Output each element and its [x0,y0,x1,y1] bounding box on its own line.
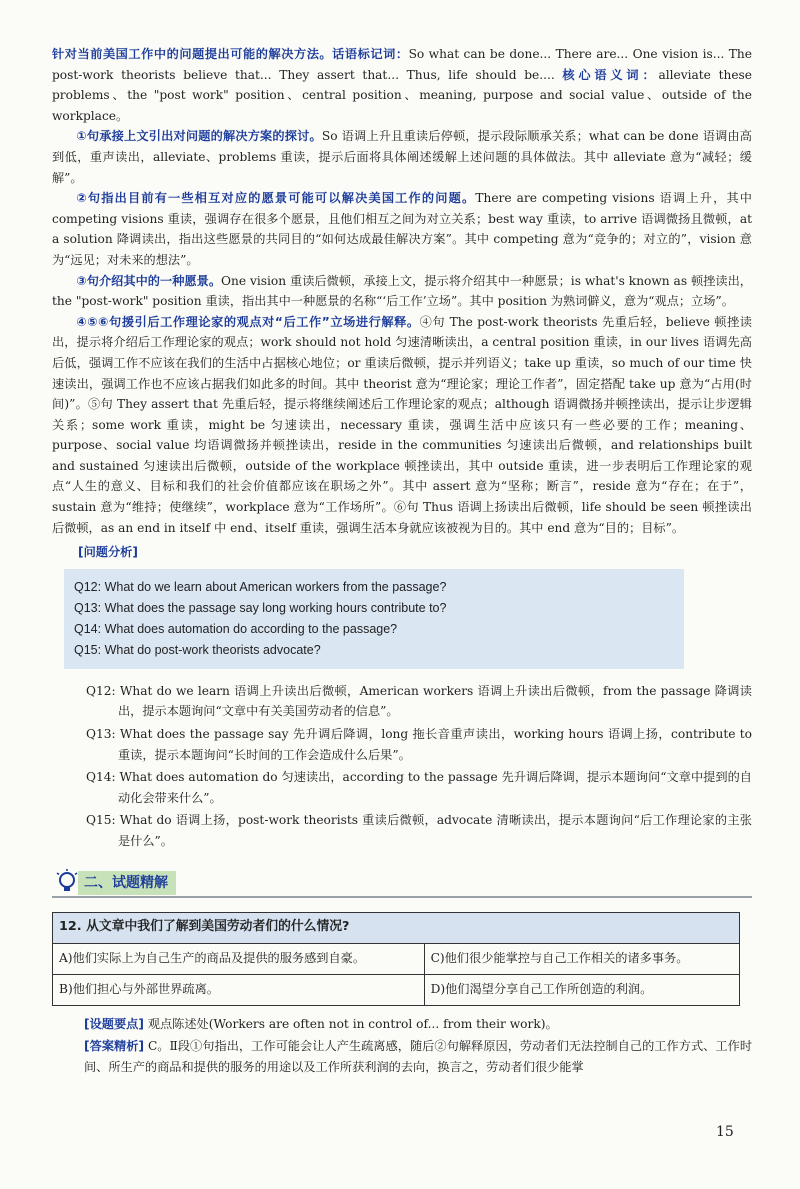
question-q12: Q12: What do we learn about American workers from the passage? [74,579,447,594]
intro-paragraph [52,44,752,126]
section-header [52,868,752,898]
answer-q12: Q12: What do we learn 语调上升读出后微顿，American workers 语调上升读出后微顿，from the passage 降调读出，提示本题询问“文章中有关美国劳动者的信息”。 [86,683,752,719]
intro-highlight: 针对当前美国工作中的问题提出可能的解决方法。话语标记词： [52,47,409,61]
page-number: 15 [716,1124,734,1140]
sentence2-highlight: ②句指出目前有一些相互对应的愿景可能可以解决美国工作的问题。 [76,191,476,206]
intro-label: 核心语义词： [562,67,659,82]
question-q15: Q15: What do post-work theorists advocate? [74,642,321,657]
intro-text-a: So what can be done... There are... One vision is... The post-work theorists believe that... They assert that... Thus, life should be.... [52,47,752,82]
answer-q13: Q13: What does the passage say 先升调后降调，long 拖长音重声读出，working hours 语调上扬，contribute to 重读，提示本题询问“长时间的工作会造成什么后果”。 [86,727,752,762]
answer-analysis [84,1036,752,1077]
sentence3-highlight: ③句介绍其中的一种愿景。 [76,273,222,288]
setting-text: 观点陈述处(Workers are often not in control of... from their work)。 [143,1016,558,1031]
sentence1-text: So 语调上升且重读后停顿，提示段际顺承关系；what can be done 语调由高到低，重声读出，alleviate、problems 重读，提示后面将具体阐述缓解上述问题的具体做法。其中 alleviate 意为“减轻；缓解”。 [52,129,752,185]
question-analysis [52,681,752,852]
setting-point [84,1014,752,1035]
sentence2-paragraph [52,188,752,270]
setting-label: [设题要点] [84,1016,144,1031]
content [52,44,752,1079]
analysis-tag: [问题分析] [78,545,138,560]
option-a: A)他们实际上为自己生产的商品及提供的服务感到自豪。 [53,943,425,974]
sentence1-paragraph [52,126,752,188]
sentence3-text: One vision 重读后微顿，承接上文，提示将介绍其中一种愿景；is what's known as 顿挫读出，the "post-work" position 重读，指出其中一种愿景的名称“‘后工作’立场”。其中 position 为熟词僻义，意为“观点；立场”。 [52,273,752,309]
questions-box [64,569,684,669]
sentence3-paragraph [52,271,752,312]
sentence1-highlight: ①句承接上文引出对问题的解决方案的探讨。 [76,129,322,144]
section-title: 二、试题精解 [78,871,176,896]
intro-text-b: alleviate these problems、the "post work" position、central position、meaning, purpose and social value、outside of the workplace。 [52,67,753,123]
answer-label: [答案精析] [84,1039,145,1054]
question12-table [52,912,740,1006]
sentence4-text: ④句 The post-work theorists 先重后轻，believe 顿挫读出，提示将介绍后工作理论家的观点；work should not hold 匀速清晰读出，a central position 重读，in our lives 语调先高后低，强调工作不应该在我们的生活中占据核心地位；or 重读后微顿，提示并列语义；take up 重读，so much of our time 快速读出，强调工作也不应该占据我们如此多的时间。其中 theorist 意为“理论家；理论工作者”，固定搭配 take up 意为“占用(时间)”。⑤句 They assert that 先重后轻，提示将继续阐述后工作理论家的观点；although 语调微扬并顿挫读出，提示让步逻辑关系；some work 重读，might be 匀速读出，necessary 重读，强调生活中应该只有一些必要的工作；meaning、purpose、social value 均语调微扬并顿挫读出，reside in the communities 匀速读出后微顿，and relationships built and sustained 匀速读出后微顿，outside of the workplace 顿挫读出，其中 outside 重读，进一步表明后工作理论家的观点“人生的意义、目标和我们的社会价值都应该在职场之外”。其中 assert 意为“坚称；断言”，reside 意为“存在；在于”，sustain 意为“维持；使继续”，workplace 意为“工作场所”。⑥句 Thus 语调上扬读出后微顿，life should be seen 顿挫读出后微顿，as an end in itself 中 end、itself 重读，强调生活本身就应该被视为目的。其中 end 意为“目的；目标”。 [52,314,752,535]
sentence2-text: There are competing visions 语调上升，其中 competing visions 重读，强调存在很多个愿景，且他们相互之间为对立关系；best way 重读，to arrive 语调微扬且微顿，at a solution 降调读出，指出这些愿景的共同目的“如何达成最佳解决方案”。其中 competing 意为“竞争的；对立的”，vision 意为“远见；对未来的想法”。 [52,191,752,267]
answer-text: C。Ⅱ段①句指出，工作可能会让人产生疏离感，随后②句解释原因，劳动者们无法控制自己的工作方式、工作时间、所生产的商品和提供的服务的用途以及工作所获利润的去向，换言之，劳动者们很少能掌 [84,1039,753,1074]
answer-q14: Q14: What does automation do 匀速读出，according to the passage 先升调后降调，提示本题询问“文章中提到的自动化会带来什么”。 [86,770,752,805]
option-d: D)他们渴望分享自己工作所创造的利润。 [424,974,739,1005]
sentence4-highlight: ④⑤⑥句援引后工作理论家的观点对“后工作”立场进行解释。 [76,314,420,329]
option-b: B)他们担心与外部世界疏离。 [53,974,425,1005]
sentence4-paragraph [52,312,752,539]
answer-q15: Q15: What do 语调上扬，post-work theorists 重读后微顿，advocate 清晰读出，提示本题询问“后工作理论家的主张是什么”。 [86,813,752,848]
question-q13: Q13: What does the passage say long working hours contribute to? [74,600,447,615]
section-rule [52,896,752,898]
question12-title: 12. 从文章中我们了解到美国劳动者们的什么情况? [53,912,740,943]
answer-section [52,1014,752,1078]
option-c: C)他们很少能掌控与自己工作相关的诸多事务。 [424,943,739,974]
question-q14: Q14: What does automation do according to the passage? [74,621,398,636]
